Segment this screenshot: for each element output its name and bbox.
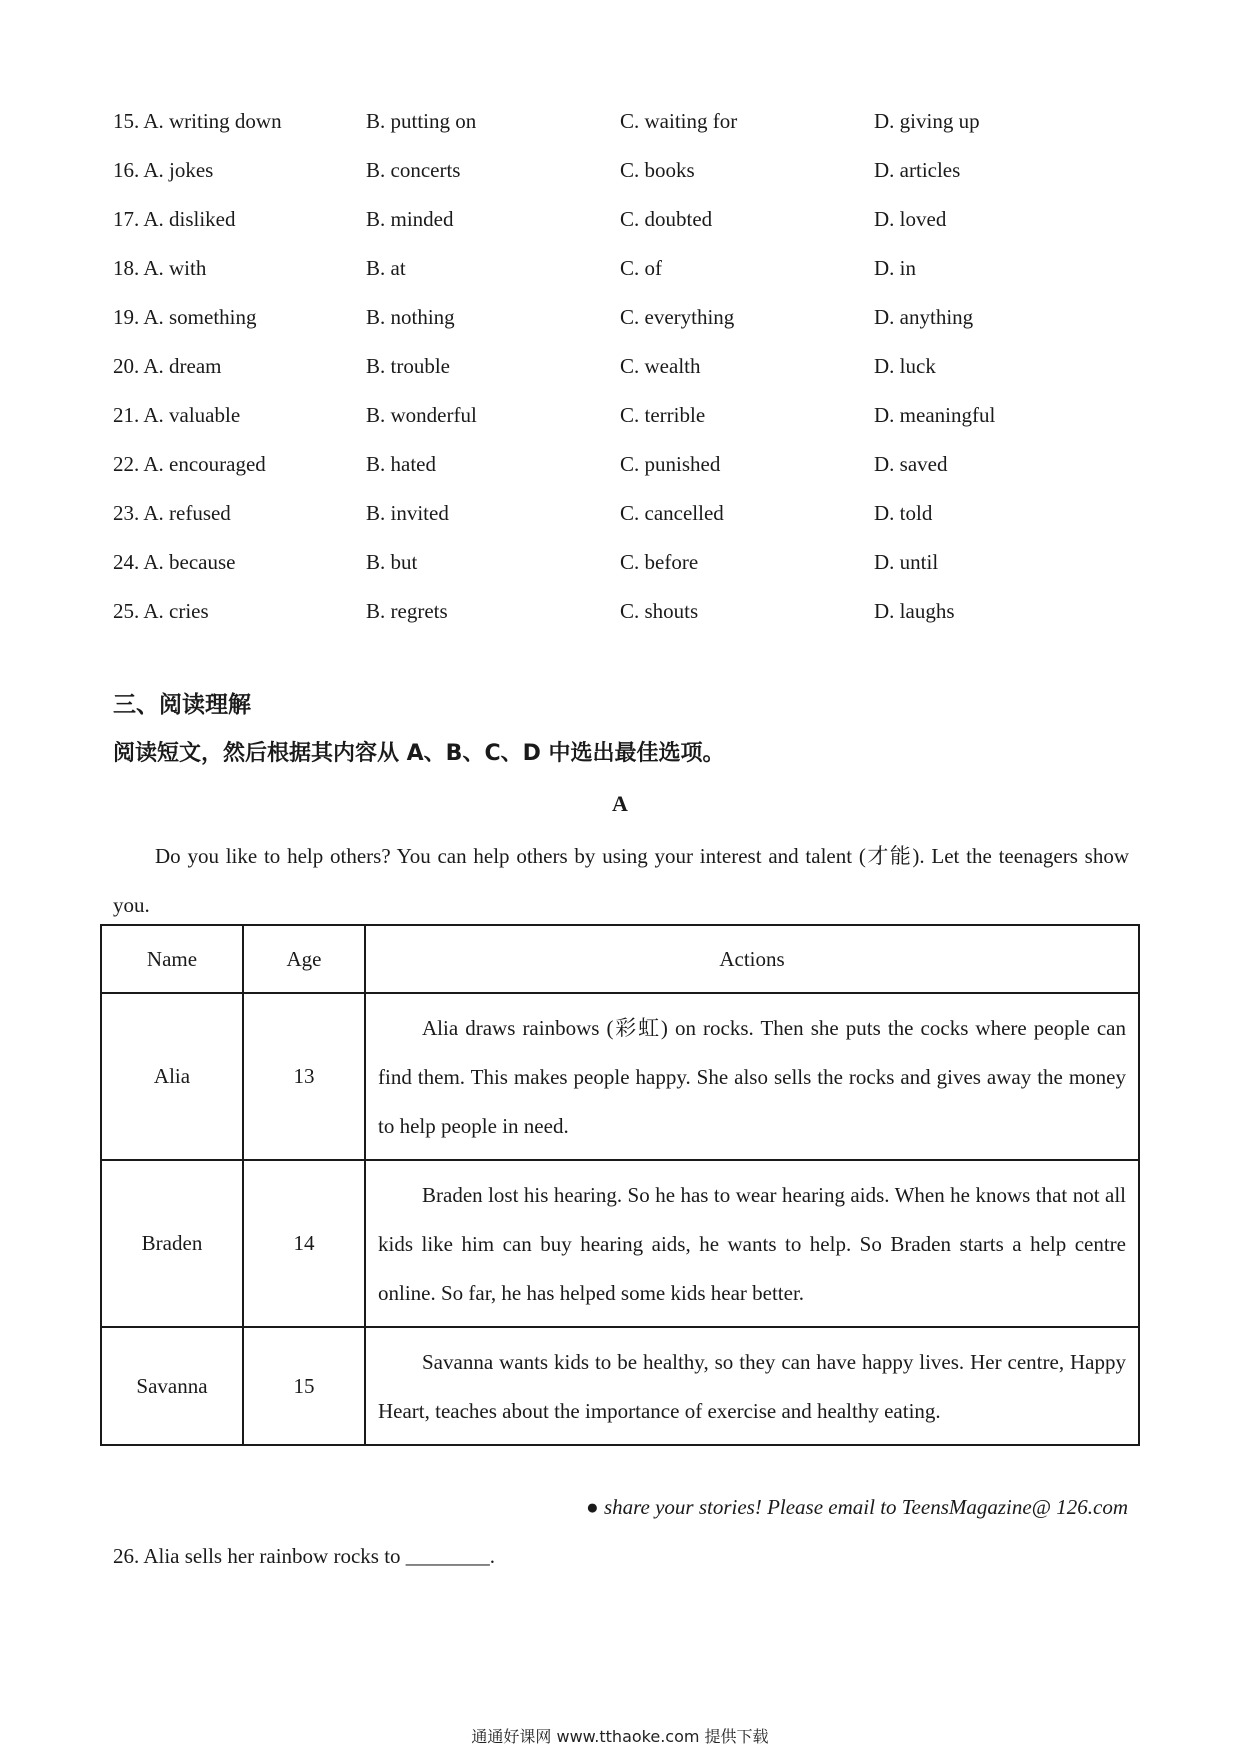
option-d: D. giving up	[874, 109, 980, 133]
option-c: C. wealth	[620, 354, 701, 378]
option-b: B. hated	[366, 452, 436, 476]
cell-age: 14	[243, 1160, 365, 1327]
option-a: 19. A. something	[113, 305, 257, 329]
cell-name: Savanna	[101, 1327, 243, 1445]
option-c: C. books	[620, 158, 695, 182]
option-b: B. nothing	[366, 305, 455, 329]
instructions: 阅读短文，然后根据其内容从 A、B、C、D 中选出最佳选项。	[113, 741, 725, 766]
cell-age: 13	[243, 993, 365, 1160]
option-b: B. concerts	[366, 158, 461, 182]
passage-intro: Do you like to help others? You can help others by using your interest and talent (才能). Let the teenagers show you.	[113, 844, 1129, 917]
option-b: B. but	[366, 550, 418, 574]
teens-table	[100, 924, 1140, 1446]
option-d: D. meaningful	[874, 403, 996, 427]
option-c: C. shouts	[620, 599, 699, 623]
cell-name: Braden	[101, 1160, 243, 1327]
option-c: C. of	[620, 256, 662, 280]
option-b: B. putting on	[366, 109, 477, 133]
table-row	[101, 1327, 1139, 1445]
option-c: C. before	[620, 550, 699, 574]
passage-heading: A	[612, 791, 628, 816]
option-row	[113, 590, 1113, 639]
option-a: 25. A. cries	[113, 599, 209, 623]
option-d: D. saved	[874, 452, 948, 476]
section-title: 三、阅读理解	[113, 692, 251, 718]
cell-name: Alia	[101, 993, 243, 1160]
option-row	[113, 296, 1113, 345]
option-d: D. in	[874, 256, 916, 280]
question-26: 26. Alia sells her rainbow rocks to ________.	[113, 1544, 496, 1568]
option-a: 18. A. with	[113, 256, 207, 280]
option-c: C. cancelled	[620, 501, 724, 525]
option-b: B. regrets	[366, 599, 448, 623]
option-b: B. minded	[366, 207, 454, 231]
option-a: 15. A. writing down	[113, 109, 282, 133]
option-c: C. punished	[620, 452, 721, 476]
option-a: 21. A. valuable	[113, 403, 241, 427]
option-b: B. trouble	[366, 354, 450, 378]
download-watermark: 通通好课网 www.tthaoke.com 提供下载	[471, 1727, 769, 1746]
option-row	[113, 394, 1113, 443]
option-a: 17. A. disliked	[113, 207, 236, 231]
option-c: C. waiting for	[620, 109, 738, 133]
cell-action: Savanna wants kids to be healthy, so they can have happy lives. Her centre, Happy Heart, teaches about the importance of exercise and healthy eating.	[365, 1327, 1139, 1445]
option-row	[113, 149, 1113, 198]
option-row	[113, 247, 1113, 296]
option-c: C. everything	[620, 305, 735, 329]
answer-options	[113, 100, 1113, 639]
option-a: 16. A. jokes	[113, 158, 214, 182]
option-row	[113, 443, 1113, 492]
option-d: D. told	[874, 501, 933, 525]
option-row	[113, 345, 1113, 394]
option-row	[113, 492, 1113, 541]
option-b: B. invited	[366, 501, 449, 525]
header-actions: Actions	[365, 925, 1139, 993]
cell-action: Alia draws rainbows (彩虹) on rocks. Then she puts the cocks where people can find them. This makes people happy. She also sells the rocks and gives away the money to help people in need.	[365, 993, 1139, 1160]
option-d: D. until	[874, 550, 939, 574]
option-a: 24. A. because	[113, 550, 236, 574]
option-a: 23. A. refused	[113, 501, 231, 525]
option-d: D. luck	[874, 354, 936, 378]
option-c: C. terrible	[620, 403, 706, 427]
option-row	[113, 100, 1113, 149]
option-d: D. anything	[874, 305, 974, 329]
table-header-row	[101, 925, 1139, 993]
header-name: Name	[101, 925, 243, 993]
footer-note: ● share your stories! Please email to TeensMagazine@ 126.com	[586, 1495, 1128, 1519]
option-row	[113, 198, 1113, 247]
option-d: D. articles	[874, 158, 961, 182]
table-row	[101, 993, 1139, 1160]
option-d: D. laughs	[874, 599, 955, 623]
option-b: B. at	[366, 256, 406, 280]
cell-age: 15	[243, 1327, 365, 1445]
option-c: C. doubted	[620, 207, 713, 231]
header-age: Age	[243, 925, 365, 993]
option-b: B. wonderful	[366, 403, 477, 427]
option-row	[113, 541, 1113, 590]
cell-action: Braden lost his hearing. So he has to wear hearing aids. When he knows that not all kids like him can buy hearing aids, he wants to help. So Braden starts a help centre online. So far, he has helped some kids hear better.	[365, 1160, 1139, 1327]
option-a: 20. A. dream	[113, 354, 222, 378]
option-d: D. loved	[874, 207, 947, 231]
option-a: 22. A. encouraged	[113, 452, 266, 476]
table-row	[101, 1160, 1139, 1327]
